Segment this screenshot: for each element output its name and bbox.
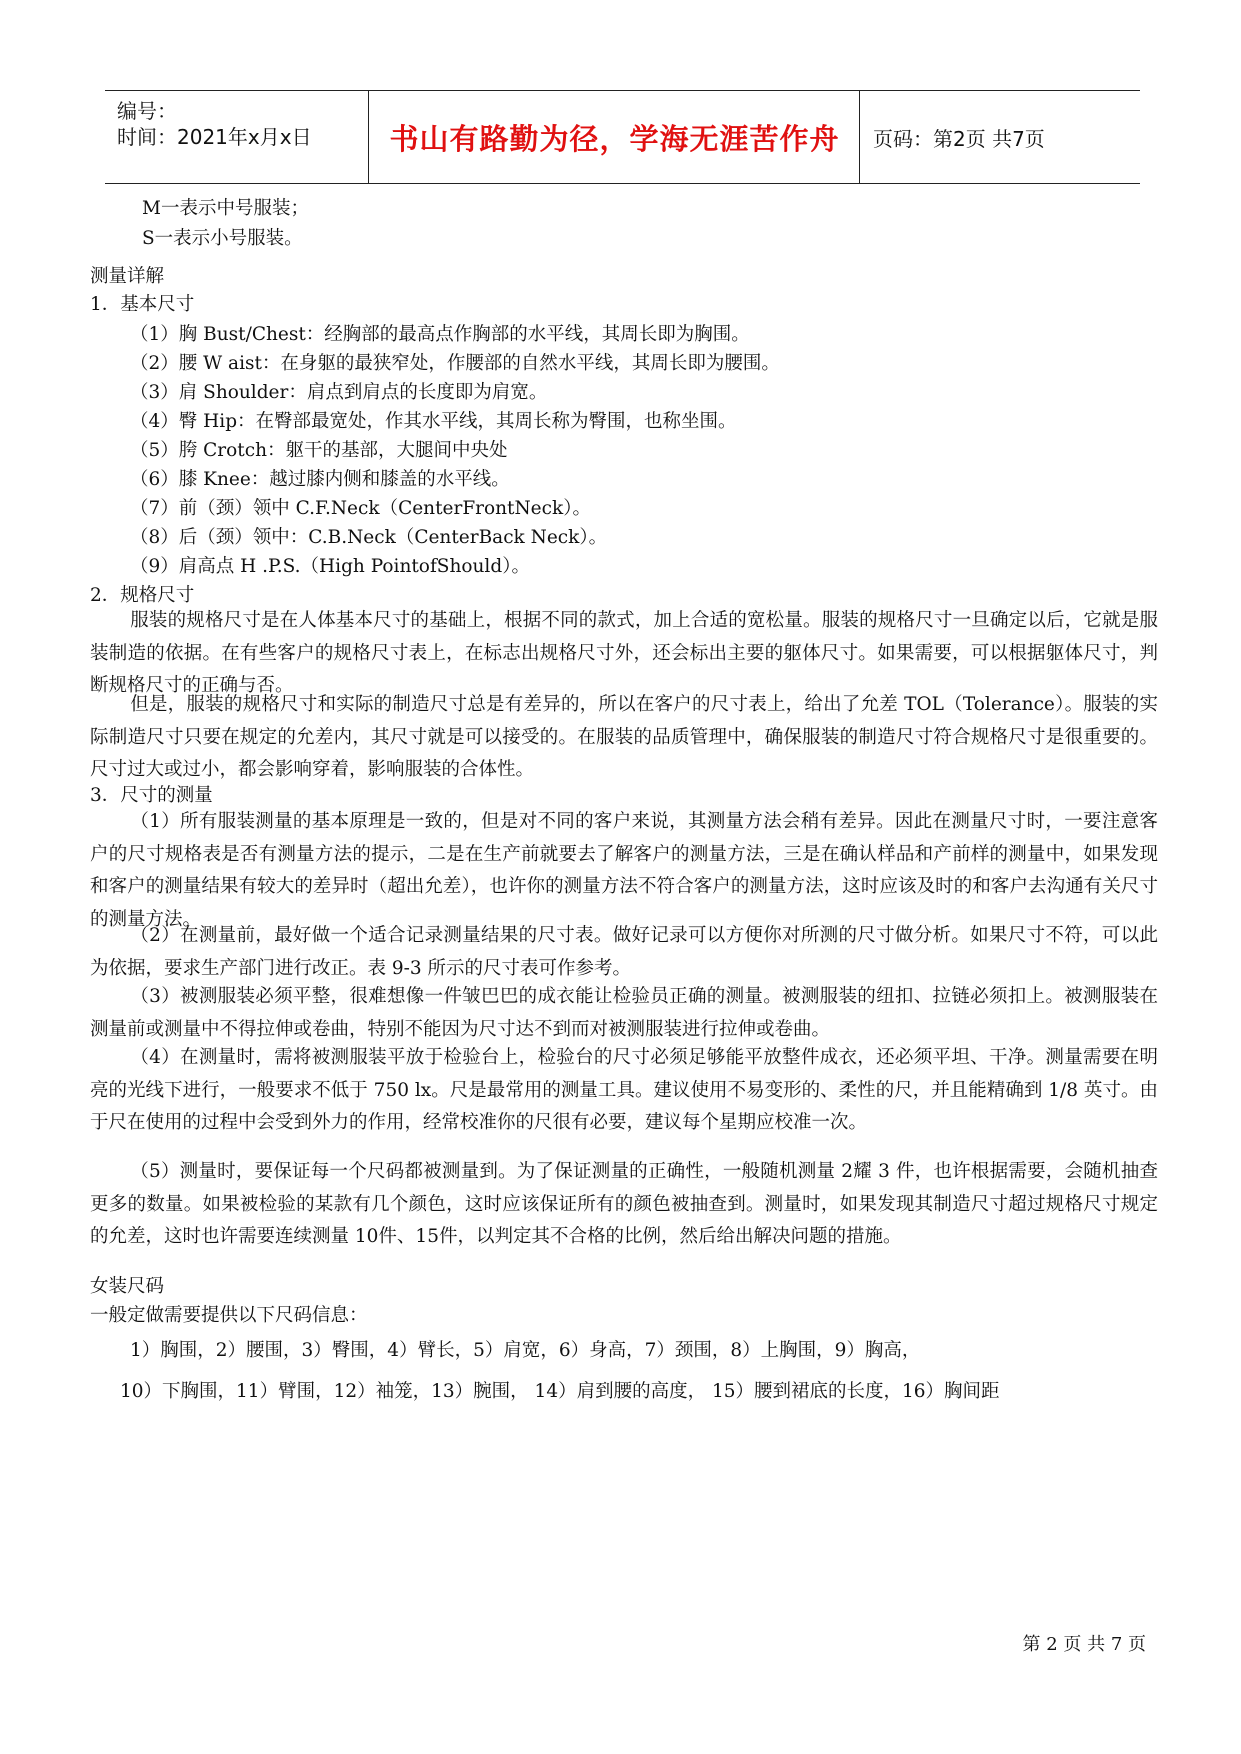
text-line: M一表示中号服装；	[142, 198, 309, 219]
size-list: 10）下胸围，11）臂围，12）袖笼，13）腕围， 14）肩到腰的高度， 15）腰到裙底的长度，16）胸间距	[120, 1381, 1000, 1402]
doc-number-label: 编号：	[117, 99, 177, 123]
list-item: （4）臀 Hip：在臀部最宽处，作其水平线，其周长称为臀围，也称坐围。	[130, 411, 737, 432]
paragraph: （3）被测服装必须平整，很难想像一件皱巴巴的成衣能让检验员正确的测量。被测服装的纽扣、拉链必须扣上。被测服装在测量前或测量中不得拉伸或卷曲，特别不能因为尺寸达不到而对被测服装进行拉伸或卷曲。	[90, 986, 1158, 1040]
list-item: （5）胯 Crotch：躯干的基部，大腿间中央处	[130, 440, 508, 461]
section-heading: 2．规格尺寸	[90, 585, 195, 606]
list-item: （8）后（颈）领中：C.B.Neck（CenterBack Neck）。	[130, 527, 608, 548]
list-item: （6）膝 Knee：越过膝内侧和膝盖的水平线。	[130, 469, 510, 490]
header-page-code: 页码：第2页 共7页	[873, 126, 1045, 151]
paragraph: 但是，服装的规格尺寸和实际的制造尺寸总是有差异的，所以在客户的尺寸表上，给出了允差 TOL（Tolerance）。服装的实际制造尺寸只要在规定的允差内，其尺寸就是可以接受的。在服装的品质管理中，确保服装的制造尺寸符合规格尺寸是很重要的。尺寸过大或过小，都会影响穿着，影响服装的合体性。	[90, 694, 1158, 780]
list-item: （9）肩高点 H .P.S.（High PointofShould）。	[130, 556, 530, 577]
doc-time: 时间：2021年x月x日	[117, 125, 312, 149]
header-divider	[859, 91, 860, 183]
paragraph: （1）所有服装测量的基本原理是一致的，但是对不同的客户来说，其测量方法会稍有差异。因此在测量尺寸时，一要注意客户的尺寸规格表是否有测量方法的提示，二是在生产前就要去了解客户的测量方法，三是在确认样品和产前样的测量中，如果发现和客户的测量结果有较大的差异时（超出允差），也许你的测量方法不符合客户的测量方法，这时应该及时的和客户去沟通有关尺寸的测量方法。	[90, 811, 1158, 930]
section-heading: 测量详解	[90, 266, 165, 287]
paragraph: （4）在测量时，需将被测服装平放于检验台上，检验台的尺寸必须足够能平放整件成衣，还必须平坦、干净。测量需要在明亮的光线下进行，一般要求不低于 750 lx。尺是最常用的测量工具。建议使用不易变形的、柔性的尺，并且能精确到 1/8 英寸。由于尺在使用的过程中会受到外力的作用，经常校准你的尺很有必要，建议每个星期应校准一次。	[90, 1047, 1158, 1133]
size-list: 1）胸围，2）腰围，3）臀围，4）臂长，5）肩宽，6）身高，7）颈围，8）上胸围，9）胸高，	[130, 1340, 921, 1361]
text-line: S一表示小号服装。	[142, 228, 303, 249]
list-item: （2）腰 W aist：在身躯的最狭窄处，作腰部的自然水平线，其周长即为腰围。	[130, 353, 780, 374]
list-item: （3）肩 Shoulder：肩点到肩点的长度即为肩宽。	[130, 382, 548, 403]
section-heading: 女装尺码	[90, 1276, 165, 1297]
paragraph: （5）测量时，要保证每一个尺码都被测量到。为了保证测量的正确性，一般随机测量 2耀 3 件，也许根据需要，会随机抽查更多的数量。如果被检验的某款有几个颜色，这时应该保证所有的颜色被抽查到。测量时，如果发现其制造尺寸超过规格尺寸规定的允差，这时也许需要连续测量 10件、15件，以判定其不合格的比例，然后给出解决问题的措施。	[90, 1161, 1158, 1247]
paragraph: （2）在测量前，最好做一个适合记录测量结果的尺寸表。做好记录可以方便你对所测的尺寸做分析。如果尺寸不符，可以此为依据，要求生产部门进行改正。表 9-3 所示的尺寸表可作参考。	[90, 925, 1158, 979]
header-meta	[117, 91, 367, 183]
paragraph: 服装的规格尺寸是在人体基本尺寸的基础上，根据不同的款式，加上合适的宽松量。服装的规格尺寸一旦确定以后，它就是服装制造的依据。在有些客户的规格尺寸表上，在标志出规格尺寸外，还会标出主要的躯体尺寸。如果需要，可以根据躯体尺寸，判断规格尺寸的正确与否。	[90, 610, 1158, 696]
section-heading: 1．基本尺寸	[90, 294, 195, 315]
header-divider	[368, 91, 369, 183]
list-item: （1）胸 Bust/Chest：经胸部的最高点作胸部的水平线，其周长即为胸围。	[130, 324, 750, 345]
list-item: （7）前（颈）领中 C.F.Neck（CenterFrontNeck）。	[130, 498, 591, 519]
text-line: 一般定做需要提供以下尺码信息：	[90, 1305, 368, 1326]
page-footer: 第 2 页 共 7 页	[1022, 1634, 1146, 1655]
header-table	[105, 90, 1140, 184]
header-motto: 书山有路勤为径，学海无涯苦作舟	[389, 121, 840, 156]
section-heading: 3．尺寸的测量	[90, 785, 213, 806]
